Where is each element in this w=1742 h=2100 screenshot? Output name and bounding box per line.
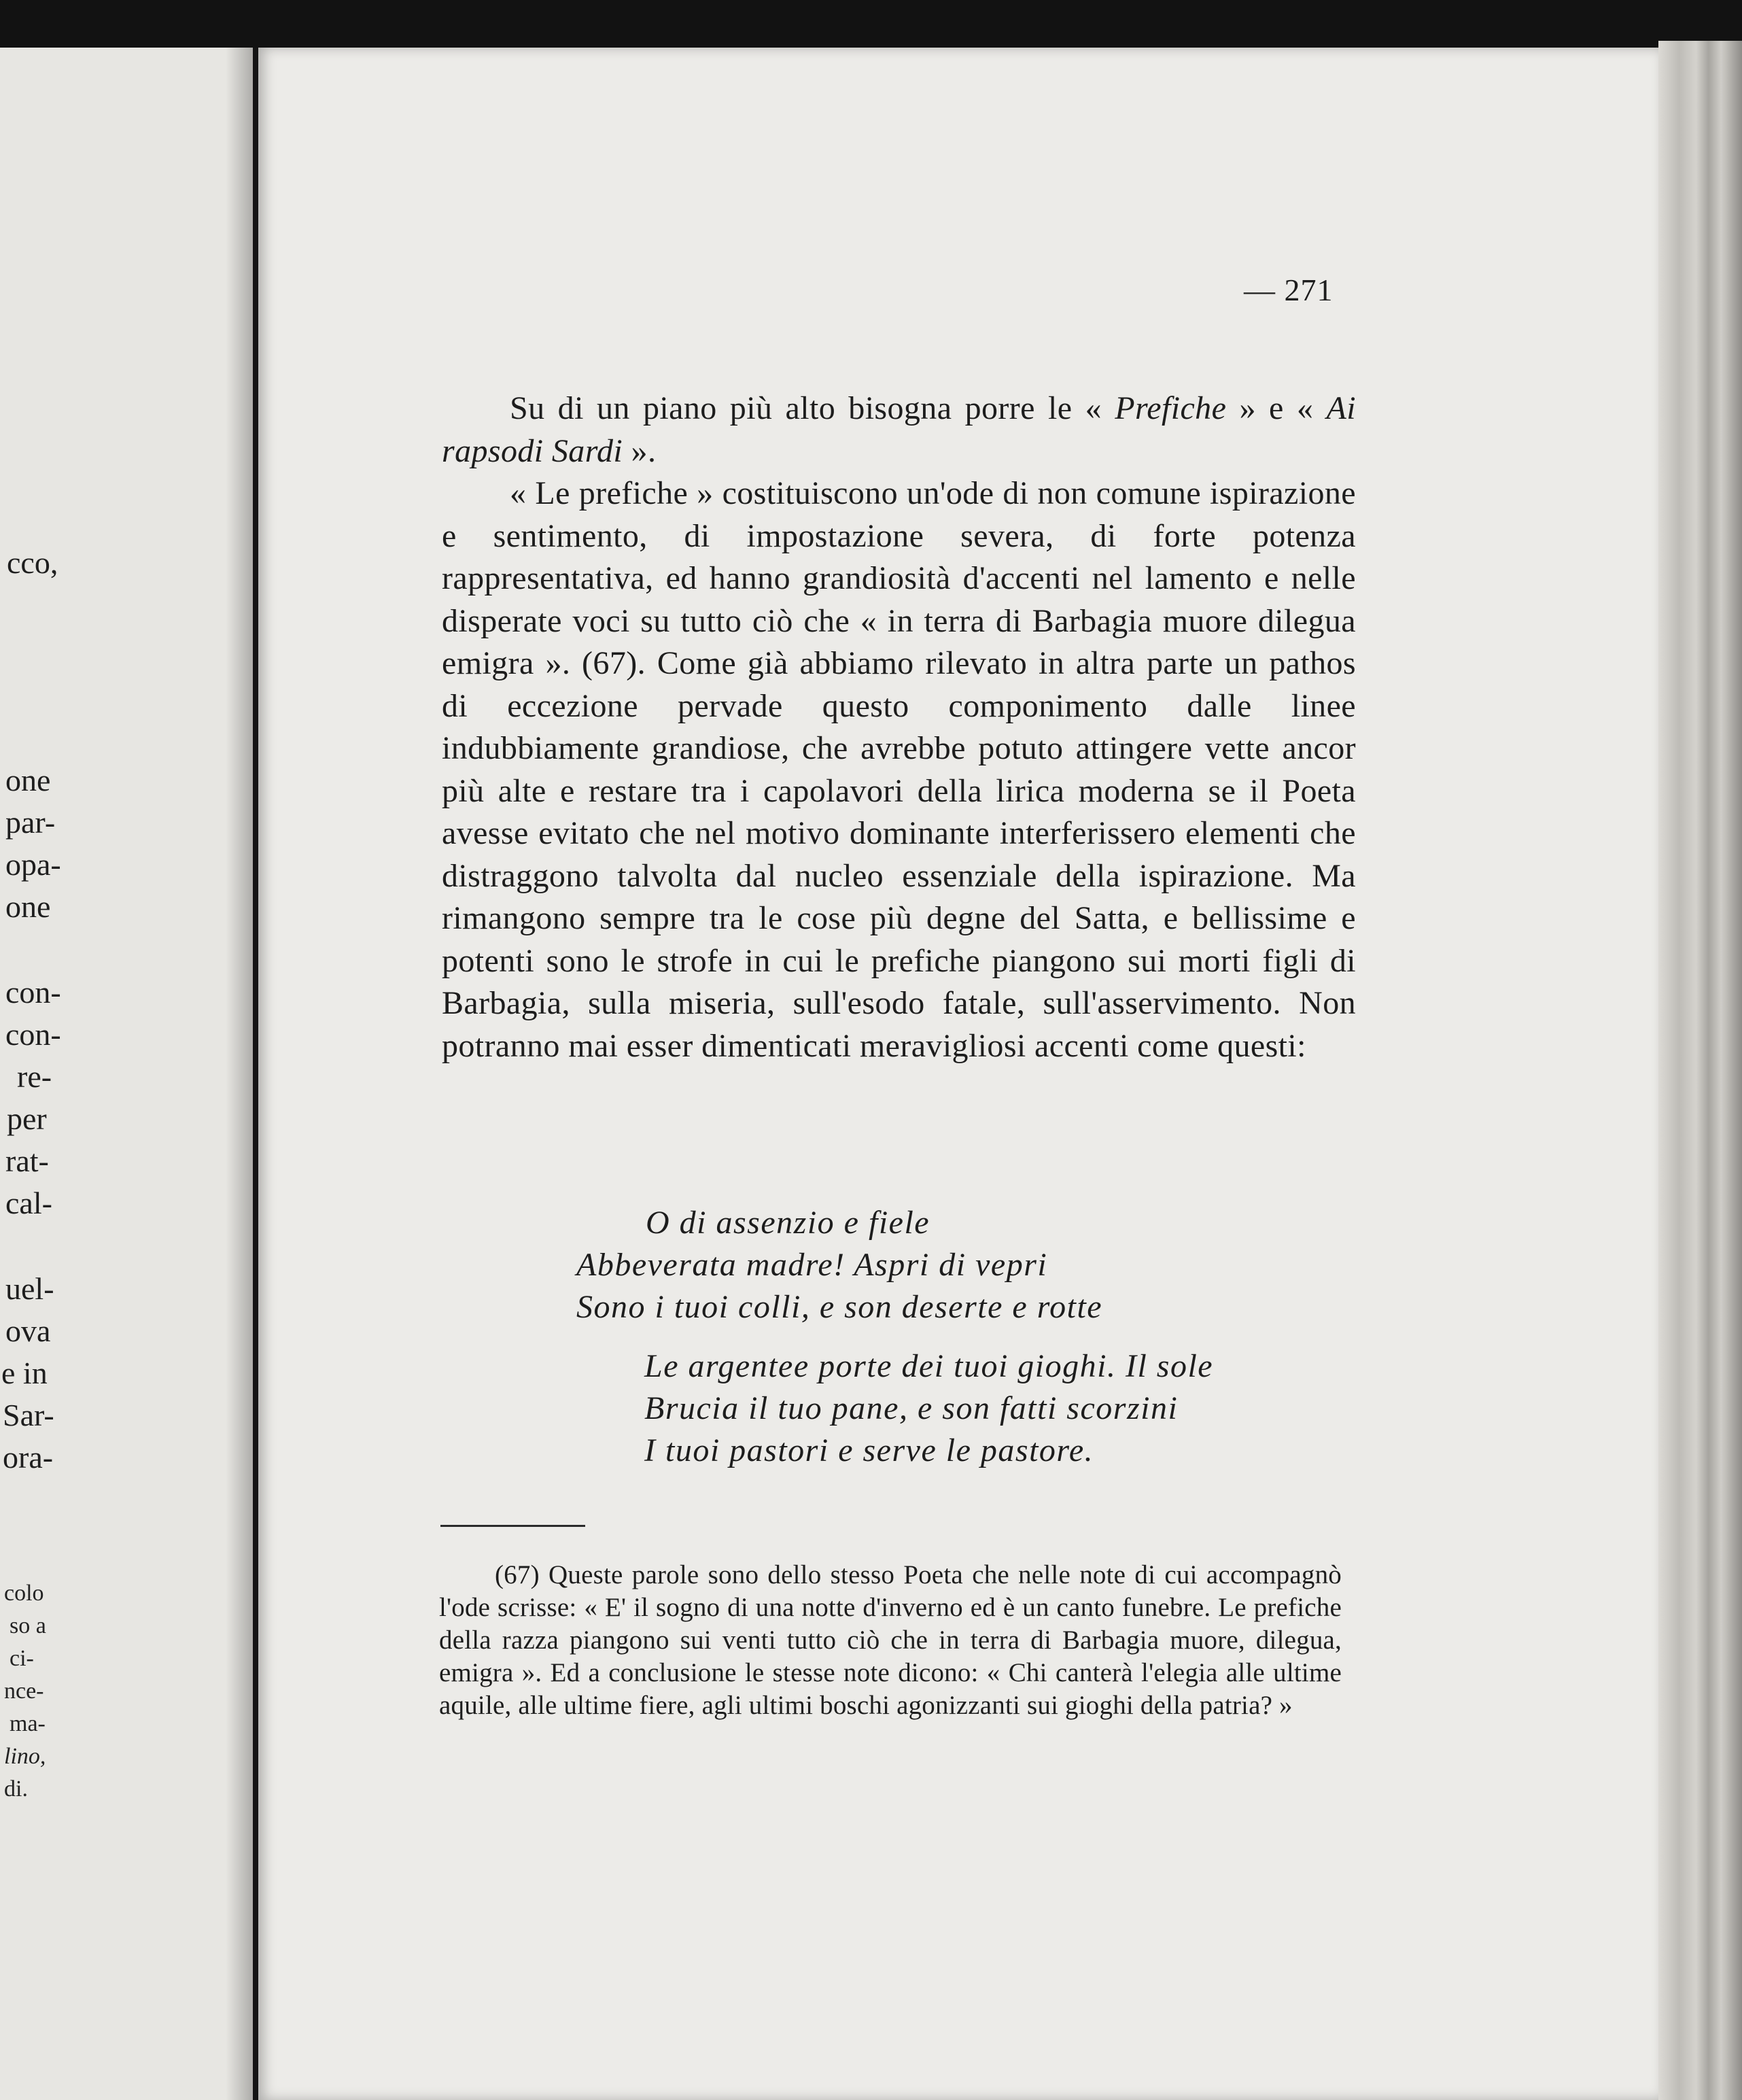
verse-line: Brucia il tuo pane, e son fatti scorzini — [644, 1390, 1179, 1426]
paragraph — [442, 388, 1356, 472]
left-page-line: con- — [5, 975, 61, 1010]
left-page-note-line: di. — [4, 1776, 28, 1802]
left-page-line: cal- — [5, 1186, 52, 1220]
gutter-shadow — [226, 48, 253, 2100]
left-page-line: re- — [17, 1059, 52, 1094]
paragraph: « Le prefiche » costituiscono un'ode di non comune ispirazione e sentimento, di impostazione severa, di forte potenza rappresentativa, ed hanno grandiosità d'accenti nel lamento e nelle disperate voci su tutto ciò che « in terra di Barbagia muore dilegua emigra ». (67). Come già abbiamo rilevato in altra parte un pathos di eccezione pervade questo componimento dalle linee indubbiamente grandiose, che avrebbe potuto attingere vette ancor più alte e restare tra i capolavori della lirica moderna se il Poeta avesse evitato che nel motivo dominante interferissero elementi che distraggono talvolta dal nucleo essenziale della ispirazione. Ma rimangono sempre tra le cose più degne del Satta, e bellissime e potenti sono le strofe in cui le prefiche piangono sui morti figli di Barbagia, sulla miseria, sull'esodo fatale, sull'asservimento. Non potranno mai esser dimenticati meravigliosi accenti come questi: — [442, 475, 1356, 1064]
left-page-line: opa- — [5, 847, 61, 882]
body-text — [442, 388, 1356, 1067]
left-page-line: per — [7, 1101, 47, 1136]
scan-top-border — [0, 0, 1742, 48]
left-page-note-line: lino, — [4, 1744, 46, 1769]
paragraph-text: Su di un piano più alto bisogna porre le « — [510, 390, 1115, 426]
verse-line: Le argentee porte dei tuoi gioghi. Il sole — [644, 1348, 1214, 1384]
left-page-line: ova — [5, 1313, 51, 1348]
left-page-line: Sar- — [3, 1398, 54, 1432]
footnote-separator — [440, 1525, 585, 1527]
left-page-fragment — [0, 48, 253, 2100]
footnote: (67) Queste parole sono dello stesso Poeta che nelle note di cui accompagnò l'ode scrisse: « E' il sogno di una notte d'inverno ed è un canto funebre. Le prefiche della razza piangono sui venti tutto ciò che in terra di Barbagia muore, dilegua, emigra ». Ed a conclusione le stesse note dicono: « Chi canterà l'elegia alle ultime aquile, alle ultime fiere, agli ultimi boschi agonizzanti sui gioghi della patria? » — [439, 1560, 1342, 1720]
page-edges — [1658, 41, 1742, 2100]
left-page-note-line: ci- — [10, 1646, 34, 1671]
verse-line: O di assenzio e fiele — [646, 1205, 930, 1241]
left-page-line: uel- — [5, 1271, 54, 1306]
poem-title: Ai rapsodi Sardi — [442, 390, 1356, 469]
left-page-line: ora- — [3, 1440, 54, 1475]
left-page-line: par- — [5, 805, 56, 840]
paragraph-text: ». — [623, 432, 657, 469]
poem-title: Prefiche — [1115, 390, 1227, 426]
book-page — [258, 48, 1658, 2100]
left-page-line: one — [5, 889, 51, 924]
left-page-line: cco, — [7, 545, 58, 580]
verse-line: Abbeverata madre! Aspri di vepri — [576, 1247, 1048, 1283]
left-page-note-line: nce- — [4, 1679, 44, 1704]
left-page-note-line: colo — [4, 1581, 44, 1606]
left-page-note-line: so a — [10, 1613, 46, 1638]
page-number: — 271 — [1244, 273, 1334, 307]
left-page-line: one — [5, 763, 51, 797]
verse-line: I tuoi pastori e serve le pastore. — [644, 1432, 1094, 1468]
left-page-note-line: ma- — [10, 1711, 46, 1736]
left-page-line: e in — [1, 1356, 48, 1390]
paragraph-text: » e « — [1226, 390, 1327, 426]
left-page-line: rat- — [5, 1143, 49, 1178]
verse-line: Sono i tuoi colli, e son deserte e rotte — [576, 1289, 1103, 1325]
left-page-line: con- — [5, 1017, 61, 1052]
